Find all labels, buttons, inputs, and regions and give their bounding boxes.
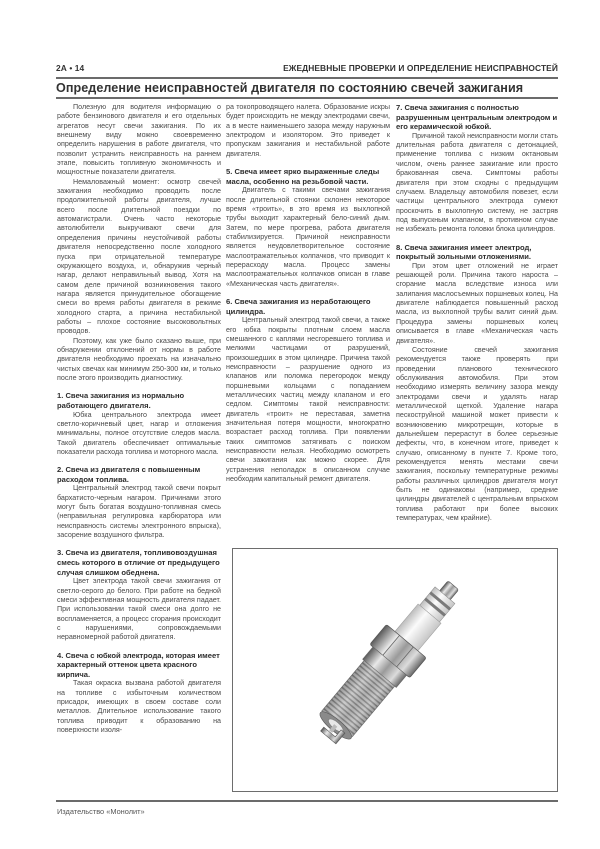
publisher-footer: Издательство «Монолит» [57,807,145,816]
text-column-2 [226,103,390,484]
section-paragraph-8b: Состояние свечей зажигания рекомендуется также проверять при проведении планового технического обслуживания автомобиля. При этом необходимо измерять величину зазора между электродами свечи и удалять нагар металлической щеткой. Удаление нагара пескоструйной машиной может привести к возникновению микротрещин, которые в дальнейшем перерастут в более серьезные дефекты, что, в конечном итоге, приведет к случаю, описанному в пункте 7. Кроме того, рекомендуется менять местами свечи зажигания, поскольку температурные режимы работы различных цилиндров двигателя могут быть не одинаковы (например, средние цилиндры двигателей с центральным впрыском топлива работают при более высоких температурах, чем крайние). [396,345,558,523]
section-paragraph-7: Причиной такой неисправности могли стать длительная работа двигателя с детонацией, применение топлива с низким октановым числом, очень раннее зажигание или просто бракованная свеча. Симптомы работы двигателя при этом сходны с предыдущим случаем. Владельцу автомобиля повезет, если частицы центрального электрода сумеют проскочить в выхлопную систему, не застряв под выпускным клапаном, в противном случае не избежать ремонта головки блока цилиндров. [396,131,558,234]
section-title: ЕЖЕДНЕВНЫЕ ПРОВЕРКИ И ОПРЕДЕЛЕНИЕ НЕИСПРАВНОСТЕЙ [283,63,558,73]
section-paragraph-8a: При этом цвет отложений не играет решающей роли. Причина такого нароста – сгорание масла вследствие износа или залипания маслосъемных поршневых колец. На двигателе наблюдается повышенный расход масла, из выхлопной трубы валит синий дым. Процедура замены поршневых колец описывается в главе «Механическая часть двигателя». [396,261,558,345]
intro-paragraph-3: Поэтому, как уже было сказано выше, при обнаружении отклонений от нормы в работе двигателя необходимо проехать на изначально чистых свечах как минимум 250-300 км, и только после этого производить диагностику. [57,336,221,382]
intro-paragraph-2: Немаловажный момент: осмотр свечей зажигания необходимо проводить после продолжительной работы двигателя, лучше всего после длительной поездки по автомагистрали. Очень часто некоторые автолюбители выкручивают свечи для определения причины неустойчивой работы двигателя непосредственно после холодного пуска при отрицательной температуре окружающего воздуха, и, обнаружив черный нагар, делают неправильный вывод. Хотя на самом деле причиной возникновения такого нагара является принудительное обогащение смеси во время работы двигателя в режиме холодного старта, а причина нестабильной работы – плохое состояние высоковольтных проводов. [57,177,221,336]
text-column-3 [396,103,558,523]
section-heading-3: 3. Свеча из двигателя, топливовоздушная смесь которого в отличие от предыдущего случая слишком обеднена. [57,548,220,577]
section-paragraph-5: Двигатель с такими свечами зажигания после длительной стоянки склонен некоторое время «троить», в это время из выхлопной трубы выходит характерный бело-синий дым. Затем, по мере прогрева, работа двигателя стабилизируется. Причиной неисправности является неудовлетворительное состояние маслоотражательных колпачков, что приводит к перерасходу масла. Процесс замены маслоотражательных колпачков описан в главе «Механическая часть двигателя». [226,186,390,288]
section-heading-2: 2. Свеча из двигателя с повышенным расходом топлива. [57,465,201,484]
section-paragraph-3: Цвет электрода такой свечи зажигания от светло-серого до белого. При работе на бедной смеси эффективная мощность двигателя падает. При использовании такой смеси она долго не воспламеняется, а процесс сгорания происходит с нарушениями, сопровождаемыми неравномерной работой двигателя. [57,577,221,642]
footer-rule [56,800,558,802]
section-paragraph-6: Центральный электрод такой свечи, а также его юбка покрыты плотным слоем масла смешанного с каплями несгоревшего топлива и мелкими частицами от разрушений, произошедших в этом цилиндре. Причина такой неисправности – разрушение одного из клапанов или поломка перегородок между поршневыми кольцами с попаданием металлических частиц между клапаном и его седлом. Симптомы такой неисправности: двигатель «троит» не переставая, заметна значительная потеря мощности, многократно возрастает расход топлива. При появлении таких симптомов затягивать с поиском неисправности нельзя. Необходимо осмотреть свечи зажигания как можно скорее. Для устранения неполадок в описанном случае необходим капитальный ремонт двигателя. [226,316,390,484]
running-header [56,61,558,75]
section-heading-7: 7. Свеча зажигания с полностью разрушенным центральным электродом и его керамической юбкой. [396,103,558,132]
section-heading-4: 4. Свеча с юбкой электрода, которая имеет характерный оттенок цвета красного кирпича. [57,650,220,679]
section-paragraph-2: Центральный электрод такой свечи покрыт бархатисто-черным нагаром. Причинами этого могут быть богатая воздушно-топливная смесь (неправильная регулировка карбюратора или неисправность системы электронного впрыска), засорение воздушного фильтра. [57,484,221,540]
spark-plug-illustration-icon [233,549,557,791]
intro-paragraph-1: Полезную для водителя информацию о работе бензинового двигателя и его отдельных агрегатов несут свечи зажигания. По их внешнему виду можно своевременно определить нарушения в работе двигателя, что позволит устранить неисправность на раннем этапе, повысить топливную экономичность и мощностные показатели двигателя. [57,103,221,177]
section-heading-1: 1. Свеча зажигания из нормально работающего двигателя. [57,391,185,410]
section-paragraph-4-part2: ра токопроводящего налета. Образование искры будет происходить не между электродами свечи, а в месте наименьшего зазора между наружным электродом и изолятором. Это приведет к пропускам зажигания и нестабильной работе двигателя. [226,103,390,158]
section-heading-8: 8. Свеча зажигания имеет электрод, покрытый зольными отложениями. [396,242,532,262]
title-rule [56,97,558,99]
section-paragraph-1: Юбка центрального электрода имеет светло-коричневый цвет, нагар и отложения минимальны, полное отсутствие следов масла. Такой двигатель обеспечивает оптимальные показатели расхода топлива и моторного масла. [57,410,221,456]
figure-frame [232,548,558,792]
text-column-1 [57,103,221,736]
page-number: 2А • 14 [56,63,85,73]
header-rule [56,77,558,79]
document-page [56,0,558,849]
section-heading-5: 5. Свеча имеет ярко выраженные следы масла, особенно на резьбовой части. [226,167,380,186]
section-heading-6: 6. Свеча зажигания из неработающего цилиндра. [226,297,371,316]
article-title: Определение неисправностей двигателя по состоянию свечей зажигания [56,81,524,95]
section-paragraph-4-part1: Такая окраска вызвана работой двигателя на топливе с избыточным количеством присадок, имеющих в своем составе соли металлов. Длительное использование такого топлива приводит к образованию на поверхности изоля- [57,679,221,735]
